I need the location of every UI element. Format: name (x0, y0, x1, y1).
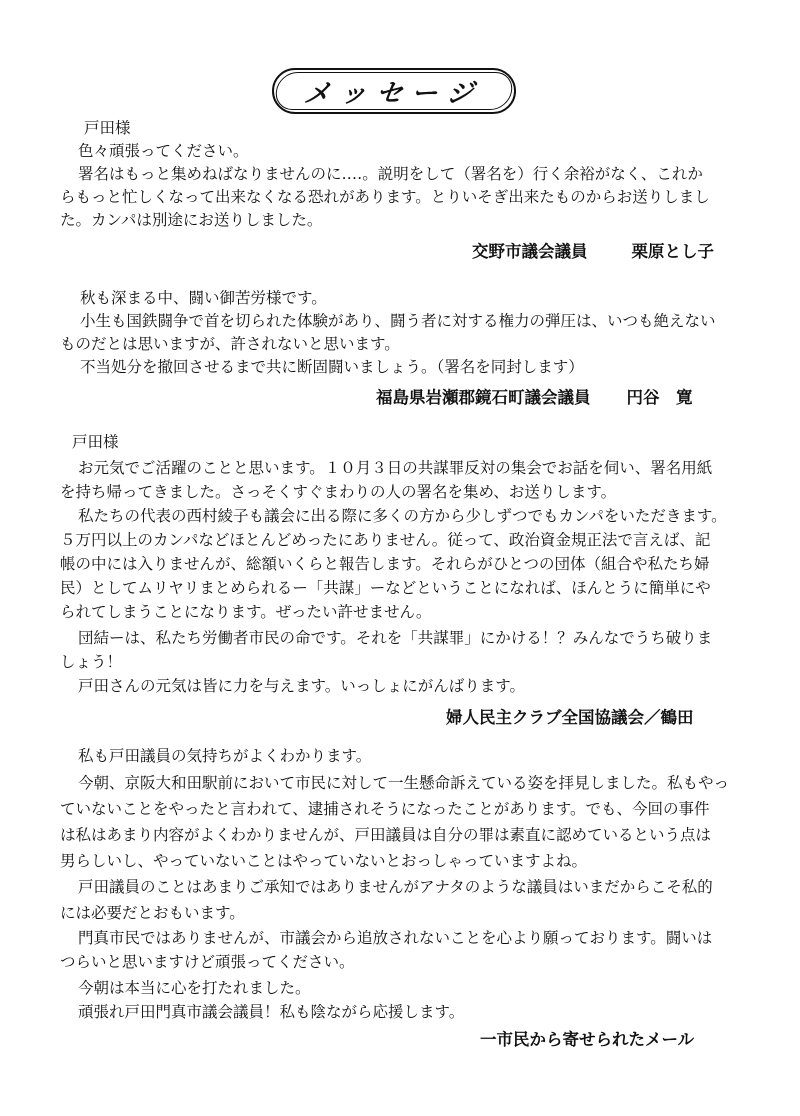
signature-title: 福島県岩瀬郡鏡石町議会議員 (376, 388, 591, 407)
message-line: 頑張れ戸田門真市議会議員！私も陰ながら応援します。 (78, 1003, 465, 1021)
message-line: 署名はもっと集めねばなりませんのに‥‥。説明をして（署名を）行く余裕がなく、これか (78, 165, 703, 183)
title-box (272, 68, 516, 114)
message-line: は私はあまり内容がよくわかりませんが、戸田議員は自分の罪は素直に認めているという点は (60, 826, 712, 844)
message-line: 帳の中には入りませんが、総額いくらと報告します。それらがひとつの団体（組合や私たち婦 (60, 555, 710, 573)
message-line: らもっと忙しくなって出来なくなる恐れがあります。とりいそぎ出来たものからお送りしまし (60, 188, 710, 206)
message-line: 不当処分を撤回させるまで共に断固闘いましょう。（署名を同封します） (80, 358, 584, 376)
page-title: メッセージ (273, 72, 514, 110)
message-line: 今朝、京阪大和田駅前において市民に対して一生懸命訴えている姿を拝見しました。私もやっ (78, 774, 730, 792)
message-line: 門真市民ではありませんが、市議会から追放されないことを心より願っております。闘いは (78, 929, 713, 947)
signature-name: 円谷 寛 (626, 388, 693, 407)
message-line: 色々頑張ってください。 (78, 142, 249, 160)
message-line: られてしまうことになります。ぜったい許せません。 (60, 603, 432, 621)
signature (472, 238, 714, 262)
message-line: 戸田さんの元気は皆に力を与えます。いっしょにがんばります。 (78, 677, 526, 695)
greeting: 戸田様 (84, 119, 131, 137)
message-line: 私たちの代表の西村綾子も議会に出る際に多くの方から少しずつでもカンパをいただきます。 (78, 507, 727, 525)
message-line: 団結ーは、私たち労働者市民の命です。それを「共謀罪」にかける！？みんなでうち破りま (78, 629, 713, 647)
message-line: ていないことをやったと言われて、逮捕されそうになったことがあります。でも、今回の事件 (60, 800, 710, 818)
message-line: つらいと思いますけど頑張ってください。 (60, 953, 355, 971)
message-line: を持ち帰ってきました。さっそくすぐまわりの人の署名を集め、お送りします。 (60, 483, 617, 501)
signature-name: 栗原とし子 (631, 242, 714, 261)
message-line: 今朝は本当に心を打たれました。 (78, 979, 311, 997)
signature-title: 交野市議会議員 (472, 242, 588, 261)
message-line: 民）としてムリヤリまとめられるー「共謀」ーなどということになれば、ほんとうに簡単にや (60, 579, 711, 597)
message-line: 私も戸田議員の気持ちがよくわかります。 (78, 747, 372, 765)
message-line: お元気でご活躍のことと思います。１０月３日の共謀罪反対の集会でお話を伺い、署名用紙 (78, 459, 713, 477)
message-line: ものだとは思いますが、許されないと思います。 (60, 335, 400, 353)
message-line: 男らしいし、やっていないことはやっていないとおっしゃっていますよね。 (60, 852, 588, 870)
message-line: には必要だとおもいます。 (60, 904, 245, 922)
message-line: しょう！ (60, 653, 123, 671)
signature: 婦人民主クラブ全国協議会／鶴田 (446, 708, 694, 727)
message-line: た。カンパは別途にお送りしました。 (60, 211, 323, 229)
message-line: 秋も深まる中、闘い御苦労様です。 (80, 289, 327, 307)
message-line: 戸田議員のことはあまりご承知ではありませんがアナタのような議員はいまだからこそ私的 (78, 878, 713, 896)
greeting: 戸田様 (72, 433, 119, 451)
signature (376, 384, 693, 408)
message-line: ５万円以上のカンパなどほとんどめったにありません。従って、政治資金規正法で言えば、記 (60, 531, 711, 549)
signature: 一市民から寄せられたメール (480, 1030, 695, 1049)
message-line: 小生も国鉄闘争で首を切られた体験があり、闘う者に対する権力の弾圧は、いつも絶えない (80, 312, 716, 330)
